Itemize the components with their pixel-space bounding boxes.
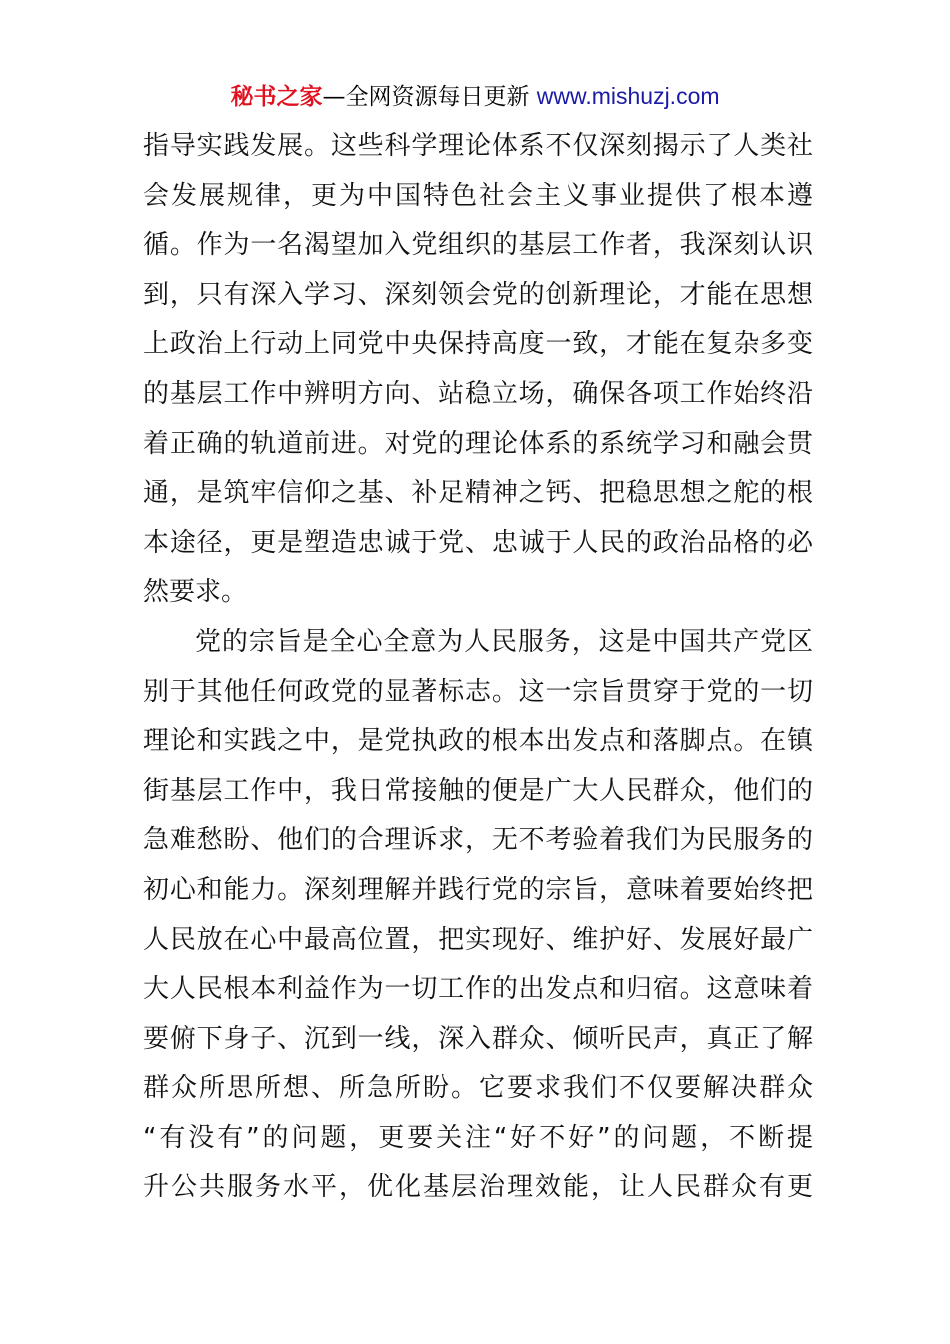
text-line: 本途径，更是塑造忠诚于党、忠诚于人民的政治品格的必 — [143, 527, 813, 558]
header-tagline: —全网资源每日更新 — [322, 84, 537, 110]
site-url-link[interactable]: www.mishuzj.com — [536, 83, 720, 109]
text-line: 人民放在心中最高位置，把实现好、维护好、发展好最广 — [143, 924, 813, 955]
text-line: 急难愁盼、他们的合理诉求，无不考验着我们为民服务的 — [143, 825, 813, 856]
site-header — [0, 80, 950, 113]
text-line: 指导实践发展。这些科学理论体系不仅深刻揭示了人类社 — [143, 131, 813, 161]
paragraph-2 — [143, 618, 813, 1213]
text-line: 的基层工作中辨明方向、站稳立场，确保各项工作始终沿 — [143, 378, 813, 409]
text-line: 街基层工作中，我日常接触的便是广大人民群众，他们的 — [143, 775, 813, 806]
text-line: 到，只有深入学习、深刻领会党的创新理论，才能在思想 — [143, 279, 813, 310]
paragraph-1 — [143, 122, 813, 618]
text-line: 初心和能力。深刻理解并践行党的宗旨，意味着要始终把 — [143, 874, 813, 905]
brand-name: 秘书之家 — [230, 84, 323, 110]
text-line: “有没有”的问题，更要关注“好不好”的问题，不断提 — [143, 1122, 813, 1153]
text-line: 理论和实践之中，是党执政的根本出发点和落脚点。在镇 — [143, 726, 813, 757]
text-line: 大人民根本利益作为一切工作的出发点和归宿。这意味着 — [143, 974, 813, 1005]
text-line: 要俯下身子、沉到一线，深入群众、倾听民声，真正了解 — [143, 1023, 813, 1054]
text-line: 通，是筑牢信仰之基、补足精神之钙、把稳思想之舵的根 — [143, 478, 813, 509]
text-line: 升公共服务水平，优化基层治理效能，让人民群众有更 — [143, 1172, 813, 1203]
text-line: 党的宗旨是全心全意为人民服务，这是中国共产党区 — [195, 626, 813, 657]
text-line: 循。作为一名渴望加入党组织的基层工作者，我深刻认识 — [143, 230, 813, 261]
text-line: 上政治上行动上同党中央保持高度一致，才能在复杂多变 — [143, 329, 813, 360]
text-line: 会发展规律，更为中国特色社会主义事业提供了根本遵 — [143, 180, 813, 211]
text-line: 群众所思所想、所急所盼。它要求我们不仅要解决群众 — [143, 1073, 813, 1104]
article-body — [143, 122, 813, 1213]
text-line: 然要求。 — [143, 577, 248, 608]
text-line: 别于其他任何政党的显著标志。这一宗旨贯穿于党的一切 — [143, 676, 813, 707]
text-line: 着正确的轨道前进。对党的理论体系的系统学习和融会贯 — [143, 428, 813, 459]
